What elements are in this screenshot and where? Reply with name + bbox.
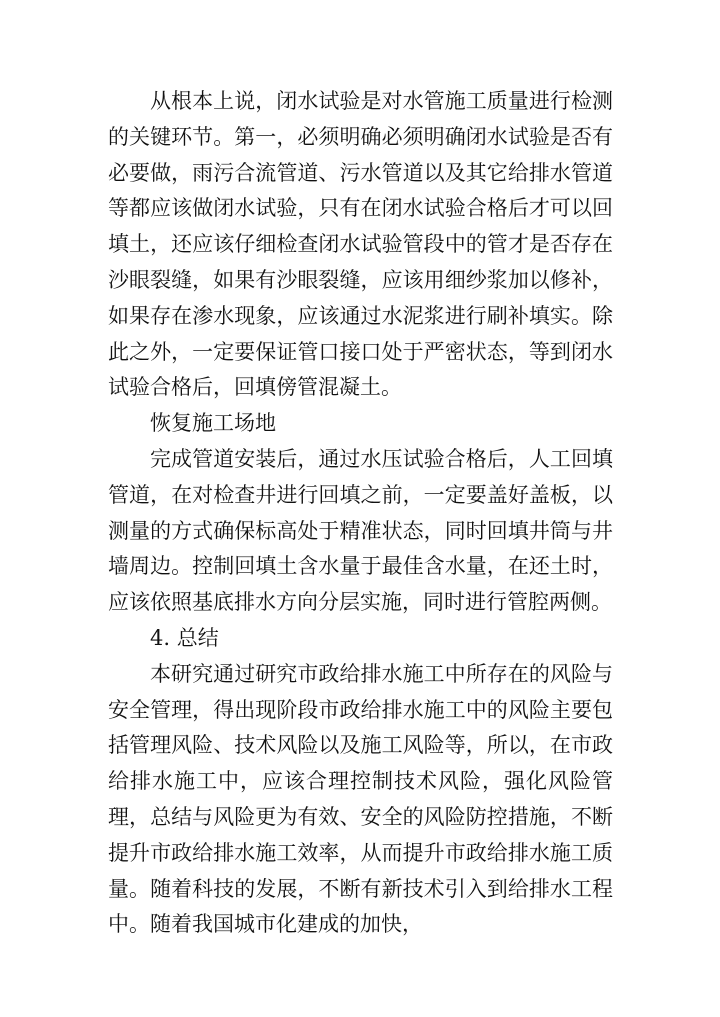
document-page: [108, 84, 613, 943]
paragraph-restore-site: 完成管道安装后，通过水压试验合格后，人工回填管道，在对检查井进行回填之前，一定要盖好盖板，以测量的方式确保标高处于精准状态，同时回填井筒与井墙周边。控制回填土含水量于最佳含水量，在还土时，应该依照基底排水方向分层实施，同时进行管腔两侧。: [108, 446, 613, 615]
paragraph-closed-water-test: 从根本上说，闭水试验是对水管施工质量进行检测的关键环节。第一，必须明确必须明确闭水试验是否有必要做，雨污合流管道、污水管道以及其它给排水管道等都应该做闭水试验，只有在闭水试验合格后才可以回填土，还应该仔细检查闭水试验管段中的管才是否存在沙眼裂缝，如果有沙眼裂缝，应该用细纱浆加以修补，如果存在渗水现象，应该通过水泥浆进行刷补填实。除此之外，一定要保证管口接口处于严密状态，等到闭水试验合格后，回填傍管混凝土。: [108, 89, 613, 400]
heading-summary: 4. 总结: [150, 625, 219, 650]
heading-restore-site: 恢复施工场地: [150, 411, 276, 436]
paragraph-summary: 本研究通过研究市政给排水施工中所存在的风险与安全管理，得出现阶段市政给排水施工中的风险主要包括管理风险、技术风险以及施工风险等，所以，在市政给排水施工中，应该合理控制技术风险，强化风险管理，总结与风险更为有效、安全的风险防控措施，不断提升市政给排水施工效率，从而提升市政给排水施工质量。随着科技的发展，不断有新技术引入到给排水工程中。随着我国城市化建成的加快，: [108, 661, 613, 937]
